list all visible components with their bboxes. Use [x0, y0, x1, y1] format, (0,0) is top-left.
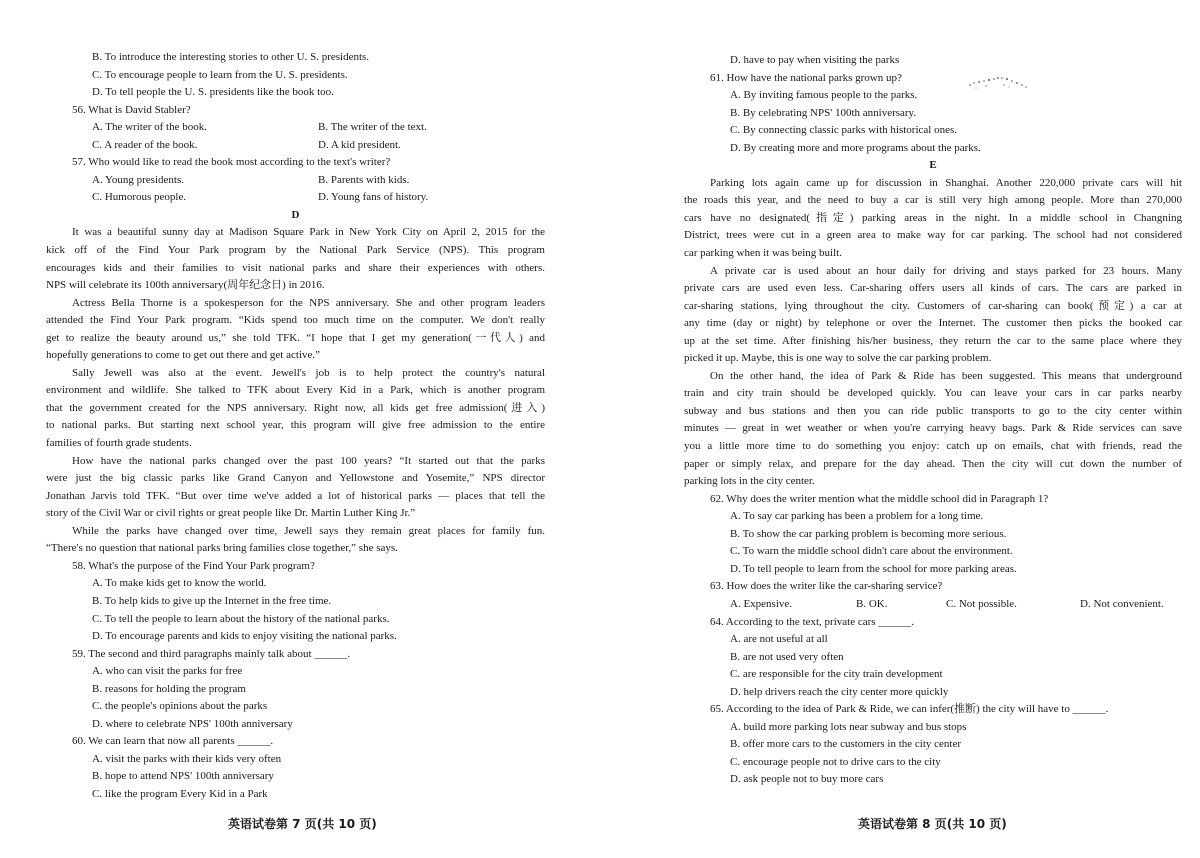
answer-option: D. where to celebrate NPS' 100th anniversary	[92, 717, 293, 730]
passage-line: up at the set time. After finishing his/her business, they return the car to the same place where they	[684, 334, 1182, 347]
passage-line: parking lots in the city center.	[684, 475, 815, 488]
answer-option: A. are not useful at all	[730, 633, 828, 646]
passage-line: On the other hand, the idea of Park & Ride has been suggested. This means that underground	[710, 369, 1182, 382]
passage-line: any time (day or night) by telephone or over the Internet. The customer then picks the booked car	[684, 317, 1182, 330]
answer-option: C. Humorous people.	[92, 191, 187, 204]
answer-option: C. By connecting classic parks with historical ones.	[730, 124, 957, 137]
answer-option: B. The writer of the text.	[318, 121, 427, 134]
question-line: 64. According to the text, private cars ______.	[710, 615, 915, 628]
passage-line: Sally Jewell was also at the event. Jewell's job is to help protect the country's natural	[72, 366, 545, 379]
question-line: 65. According to the idea of Park & Ride, we can infer(推断) the city will have to ______.	[710, 703, 1109, 716]
answer-option: C. To tell the people to learn about the history of the national parks.	[92, 612, 390, 625]
scan-smudge-icon	[964, 73, 1034, 95]
question-line: 57. Who would like to read the book most according to the text's writer?	[72, 156, 391, 169]
answer-options-row	[46, 172, 545, 190]
passage-line: While the parks have changed over time, Jewell says they remain great places for family fun.	[72, 524, 545, 537]
page-8-text	[684, 52, 1182, 789]
passage-line: Parking lots again came up for discussion in Shanghai. Another 220,000 private cars will hit	[710, 176, 1182, 189]
question-line: 61. How have the national parks grown up?	[710, 71, 902, 84]
answer-option: D. Young fans of history.	[318, 191, 429, 204]
answer-option: B. hope to attend NPS' 100th anniversary	[92, 770, 274, 783]
question-line: 56. What is David Stabler?	[72, 103, 191, 116]
answer-options-row	[46, 137, 545, 155]
passage-line: the roads this year, and the need to buy a car is still very high among people. More than 270,000	[684, 194, 1182, 207]
page-8-footer: 英语试卷第 8 页(共 10 页)	[858, 817, 1007, 831]
passage-line: subway and bus stations and then you can ride public transports to go to the city center within	[684, 404, 1182, 417]
answer-option: D. A kid president.	[318, 138, 401, 151]
passage-line: private cars are used even less. Car-sharing offers users all kinds of cars. The cars are parked in	[684, 282, 1182, 295]
answer-option: D. To tell people to learn from the school for more parking areas.	[730, 562, 1017, 575]
passage-line: encourages kids and their families to visit national parks and share their experiences with others.	[46, 261, 545, 274]
answer-option: C. A reader of the book.	[92, 138, 198, 151]
answer-option: C. are responsible for the city train development	[730, 668, 943, 681]
passage-line: cars have no designated(指定) parking areas in the night. In a middle school in Changning	[684, 211, 1182, 224]
passage-line: A private car is used about an hour daily for driving and stays parked for 23 hours. Many	[710, 264, 1182, 277]
passage-line: car parking when it was being built.	[684, 247, 842, 260]
passage-line: car-sharing stations, lying throughout the city. Customers of car-sharing can book(预定) a car at	[684, 299, 1182, 312]
answer-option: C. like the program Every Kid in a Park	[92, 787, 268, 800]
answer-option: B. To introduce the interesting stories to other U. S. presidents.	[92, 51, 370, 63]
passage-line: Jonathan Jarvis told TFK. “But over time we've added a lot of historical parks — places that tell the	[46, 489, 545, 502]
question-line: 58. What's the purpose of the Find Your Park program?	[72, 559, 315, 572]
answer-option: B. To show the car parking problem is becoming more serious.	[730, 527, 1007, 540]
answer-option: A. To make kids get to know the world.	[92, 577, 267, 590]
answer-option: D. have to pay when visiting the parks	[730, 54, 900, 66]
passage-line: paper or simply relax, and prepare for the day ahead. Then the city will cut down the number of	[684, 457, 1182, 470]
passage-line: “There's no question that national parks bring families close together,” she says.	[46, 542, 398, 555]
passage-line: to national parks. But starting next school year, this program will give free admission to the entire	[46, 419, 545, 432]
passage-line: you a little more time to do something you enjoy: catch up on emails, chat with friends, read the	[684, 440, 1182, 453]
answer-option: A. build more parking lots near subway and bus stops	[730, 720, 967, 733]
answer-option: D. To encourage parents and kids to enjoy visiting the national parks.	[92, 630, 397, 643]
answer-option: C. Not possible.	[946, 597, 1017, 610]
passage-line: It was a beautiful sunny day at Madison Square Park in New York City on April 2, 2015 for the	[72, 226, 545, 239]
passage-line: District, trees were cut in a green area to make way for car parking. The school had not considered	[684, 229, 1182, 242]
passage-line: minutes — great in wet weather or when you're carrying heavy bags. Park & Ride services can save	[684, 422, 1182, 435]
passage-line: kick off of the Find Your Park program by the National Park Service (NPS). This program	[46, 244, 545, 257]
passage-line: were just the big classic parks like Grand Canyon and Yellowstone and Yosemite,” NPS director	[46, 472, 545, 485]
answer-option: D. By creating more and more programs about the parks.	[730, 141, 981, 154]
answer-option: C. encourage people not to drive cars to the city	[730, 755, 941, 768]
answer-option: B. are not used very often	[730, 650, 844, 663]
answer-option: A. By inviting famous people to the parks.	[730, 89, 918, 102]
passage-line: NPS will celebrate its 100th anniversary(周年纪念日) in 2016.	[46, 279, 325, 292]
section-heading: E	[929, 159, 937, 172]
passage-line: families of fourth grade students.	[46, 437, 192, 450]
answer-option: C. the people's opinions about the parks	[92, 700, 268, 713]
answer-options-row	[46, 189, 545, 207]
question-line: 62. Why does the writer mention what the middle school did in Paragraph 1?	[710, 492, 1049, 505]
answer-option: A. Expensive.	[730, 597, 793, 610]
section-heading: D	[291, 208, 300, 221]
answer-option: D. To tell people the U. S. presidents like the book too.	[92, 86, 334, 99]
answer-option: B. By celebrating NPS' 100th anniversary.	[730, 106, 917, 119]
passage-line: Actress Bella Thorne is a spokesperson for the NPS anniversary. She and other program leaders	[72, 296, 545, 309]
answer-option: C. To warn the middle school didn't care about the environment.	[730, 545, 1013, 558]
page-7-footer: 英语试卷第 7 页(共 10 页)	[228, 817, 377, 831]
question-line: 60. We can learn that now all parents ______.	[72, 735, 274, 748]
answer-option: A. The writer of the book.	[92, 121, 207, 134]
passage-line: How have the national parks changed over the past 100 years? “It started out that the parks	[72, 454, 545, 467]
answer-option: A. Young presidents.	[92, 173, 184, 186]
passage-line: story of the Civil War or civil rights or great people like Dr. Martin Luther King Jr.”	[46, 507, 416, 520]
answer-option: A. visit the parks with their kids very often	[92, 752, 282, 765]
answer-option: C. To encourage people to learn from the U. S. presidents.	[92, 68, 348, 81]
passage-line: train and city train should be developed quickly. You can leave your cars in car parks nearby	[684, 387, 1182, 400]
question-line: 59. The second and third paragraphs mainly talk about ______.	[72, 647, 351, 660]
answer-option: D. Not convenient.	[1080, 597, 1164, 610]
passage-line: environment and wildlife. She talked to TFK about Every Kid in a Park, which is another program	[46, 384, 545, 397]
question-line: 63. How does the writer like the car-sharing service?	[710, 580, 943, 593]
passage-line: attended the Find Your Park program. “Kids spend too much time on the computer. We don't really	[46, 314, 545, 327]
passage-line: that the government created for the NPS anniversary. Right now, all kids get free admission(进入)	[46, 401, 545, 414]
answer-option: D. help drivers reach the city center more quickly	[730, 685, 949, 698]
answer-options-row	[46, 119, 545, 137]
answer-option: B. reasons for holding the program	[92, 682, 246, 695]
answer-option: B. OK.	[856, 597, 888, 610]
answer-options-row	[684, 596, 1182, 614]
passage-line: get to realize the beauty around us,” she told TFK. “I hope that I get my generation(一代人) and	[46, 331, 545, 344]
exam-page-8	[600, 0, 1200, 858]
page-7-text	[46, 49, 545, 804]
answer-option: B. Parents with kids.	[318, 173, 410, 186]
answer-option: B. offer more cars to the customers in the city center	[730, 738, 962, 751]
answer-option: A. who can visit the parks for free	[92, 665, 243, 678]
answer-option: A. To say car parking has been a problem for a long time.	[730, 510, 984, 523]
passage-line: hopefully generations to come to get out there and get active.”	[46, 349, 320, 362]
passage-line: picked it up. Maybe, this is one way to solve the car parking problem.	[684, 352, 992, 365]
answer-option: D. ask people not to buy more cars	[730, 773, 884, 786]
answer-option: B. To help kids to give up the Internet in the free time.	[92, 594, 332, 607]
